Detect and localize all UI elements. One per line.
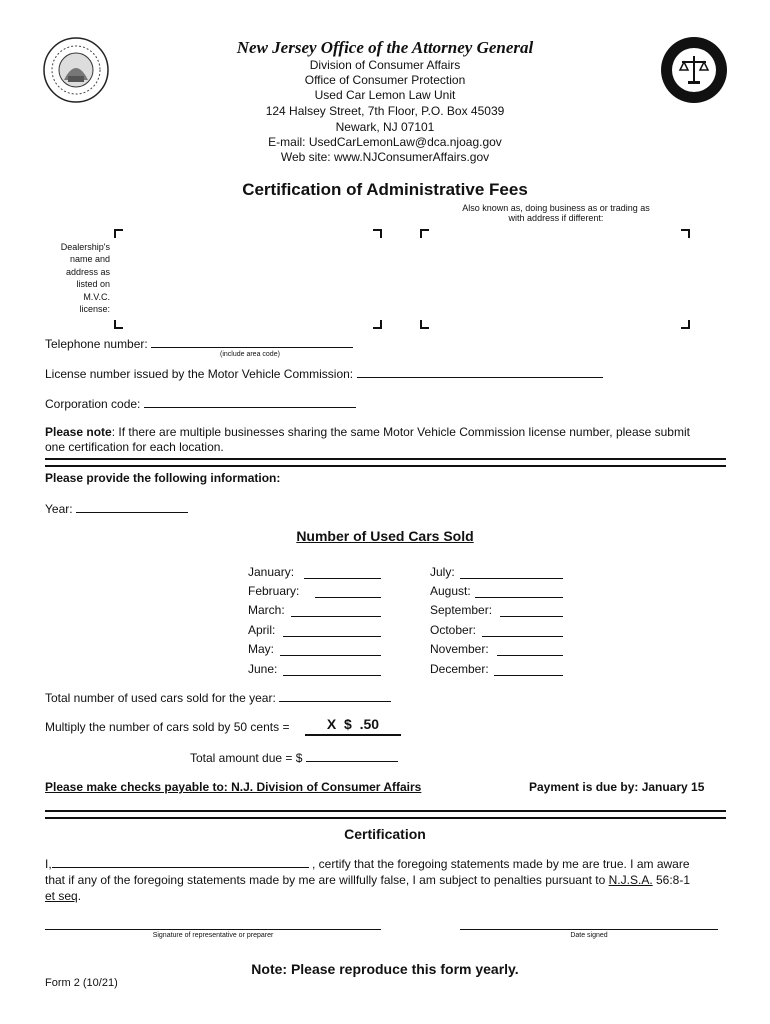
header-email: E-mail: UsedCarLemonLaw@dca.njoag.gov [268, 135, 502, 149]
cert-prefix: I, [45, 857, 52, 871]
month-row [248, 662, 277, 676]
dealer-name-label [40, 241, 110, 315]
month-row [430, 565, 455, 579]
month-label: January: [248, 565, 295, 579]
due-row [190, 750, 398, 765]
header-website: Web site: www.NJConsumerAffairs.gov [280, 150, 490, 164]
license-row [45, 366, 603, 381]
et-seq: et seq [45, 889, 78, 903]
month-field[interactable] [315, 586, 381, 598]
month-row [430, 603, 492, 617]
header-line: Division of Consumer Affairs [309, 58, 461, 72]
label-line: listed on [76, 279, 110, 290]
amount-due-field[interactable] [306, 750, 398, 762]
date-label: Date signed [570, 932, 608, 939]
multiply-label: Multiply the number of cars sold by 50 cents = [45, 720, 290, 734]
aka-caption [420, 203, 692, 223]
month-field[interactable] [475, 586, 563, 598]
month-field[interactable] [497, 644, 563, 656]
corner-mark [114, 229, 123, 238]
note-text-2: one certification for each location. [45, 440, 224, 454]
month-label: September: [430, 603, 493, 617]
due-label: Total amount due = $ [190, 751, 303, 765]
corner-mark [681, 320, 690, 329]
corp-code-field[interactable] [144, 396, 356, 408]
month-label: April: [248, 623, 276, 637]
divider [45, 810, 726, 819]
cert-line1: , certify that the foregoing statements made by me are true. I am aware [312, 857, 690, 871]
date-field[interactable] [460, 929, 718, 930]
corner-mark [420, 229, 429, 238]
statute-number: 56:8-1 [656, 873, 691, 887]
form-title: Certification of Administrative Fees [242, 180, 528, 199]
month-row [430, 584, 471, 598]
label-line: name and [69, 254, 110, 265]
month-field[interactable] [283, 625, 381, 637]
month-label: March: [248, 603, 285, 617]
total-cars-field[interactable] [279, 690, 391, 702]
cert-period: . [77, 889, 82, 903]
month-label: October: [430, 623, 477, 637]
telephone-row [45, 336, 353, 351]
year-field[interactable] [76, 501, 188, 513]
form-id: Form 2 (10/21) [45, 977, 118, 989]
header-line: 124 Halsey Street, 7th Floor, P.O. Box 45039 [265, 104, 505, 118]
month-row [248, 642, 274, 656]
header-line: Newark, NJ 07101 [335, 120, 435, 134]
month-row [248, 565, 294, 579]
reproduce-note: Note: Please reproduce this form yearly. [251, 961, 519, 977]
corp-label: Corporation code: [45, 397, 141, 411]
month-field[interactable] [280, 644, 381, 656]
header-line: Office of Consumer Protection [304, 73, 466, 87]
signature-field[interactable] [45, 929, 381, 930]
certification-text [45, 856, 735, 904]
month-label: November: [430, 642, 489, 656]
info-heading: Please provide the following information: [45, 471, 281, 485]
corp-row [45, 396, 356, 411]
divider [45, 458, 726, 467]
corner-mark [373, 229, 382, 238]
month-field[interactable] [482, 625, 563, 637]
month-row [248, 584, 299, 598]
month-field[interactable] [291, 605, 381, 617]
payment-due: Payment is due by: January 15 [529, 780, 705, 794]
month-row [248, 603, 285, 617]
total-row [45, 690, 391, 705]
telephone-field[interactable] [151, 336, 353, 348]
label-line: Dealership's [60, 242, 110, 252]
month-field[interactable] [494, 664, 563, 676]
multiply-value: X $ .50 [305, 716, 401, 736]
month-field[interactable] [283, 664, 381, 676]
year-label: Year: [45, 502, 73, 516]
month-row [430, 642, 489, 656]
certifier-name-field[interactable] [52, 856, 309, 868]
license-label: License number issued by the Motor Vehicle Commission: [45, 367, 354, 381]
note-paragraph [45, 425, 735, 455]
aka-caption-line1: Also known as, doing business as or trading as [462, 203, 650, 213]
label-line: license: [79, 304, 110, 315]
label-line: M.V.C. [83, 291, 110, 302]
note-text: : If there are multiple businesses sharing the same Motor Vehicle Commission license number, please submit [111, 425, 690, 439]
year-row [45, 501, 188, 516]
month-row [430, 662, 489, 676]
month-field[interactable] [500, 605, 563, 617]
month-label: August: [430, 584, 471, 598]
agency-title: New Jersey Office of the Attorney General [236, 38, 534, 57]
telephone-hint: (include area code) [220, 351, 280, 358]
month-field[interactable] [460, 567, 563, 579]
signature-label: Signature of representative or preparer [152, 932, 274, 939]
corner-mark [681, 229, 690, 238]
month-label: May: [248, 642, 275, 656]
telephone-label: Telephone number: [45, 337, 148, 351]
month-row [430, 623, 476, 637]
month-label: December: [430, 662, 489, 676]
month-field[interactable] [304, 567, 381, 579]
label-line: address as [65, 266, 110, 277]
license-field[interactable] [357, 366, 603, 378]
total-label: Total number of used cars sold for the year: [45, 691, 276, 705]
note-label: Please note [45, 425, 112, 439]
checks-payable: Please make checks payable to: N.J. Division of Consumer Affairs [45, 780, 422, 794]
header-line: Used Car Lemon Law Unit [314, 88, 456, 102]
cars-heading: Number of Used Cars Sold [296, 528, 474, 544]
month-label: July: [430, 565, 455, 579]
corner-mark [420, 320, 429, 329]
month-row [248, 623, 275, 637]
aka-caption-line2: with address if different: [508, 213, 604, 223]
corner-mark [114, 320, 123, 329]
statute-ref: N.J.S.A. [608, 873, 653, 887]
certification-heading: Certification [344, 826, 426, 842]
month-label: June: [248, 662, 278, 676]
cert-line2: that if any of the foregoing statements made by me are willfully false, I am subject to penalties pursuant to [45, 873, 606, 887]
month-label: February: [248, 584, 300, 598]
corner-mark [373, 320, 382, 329]
